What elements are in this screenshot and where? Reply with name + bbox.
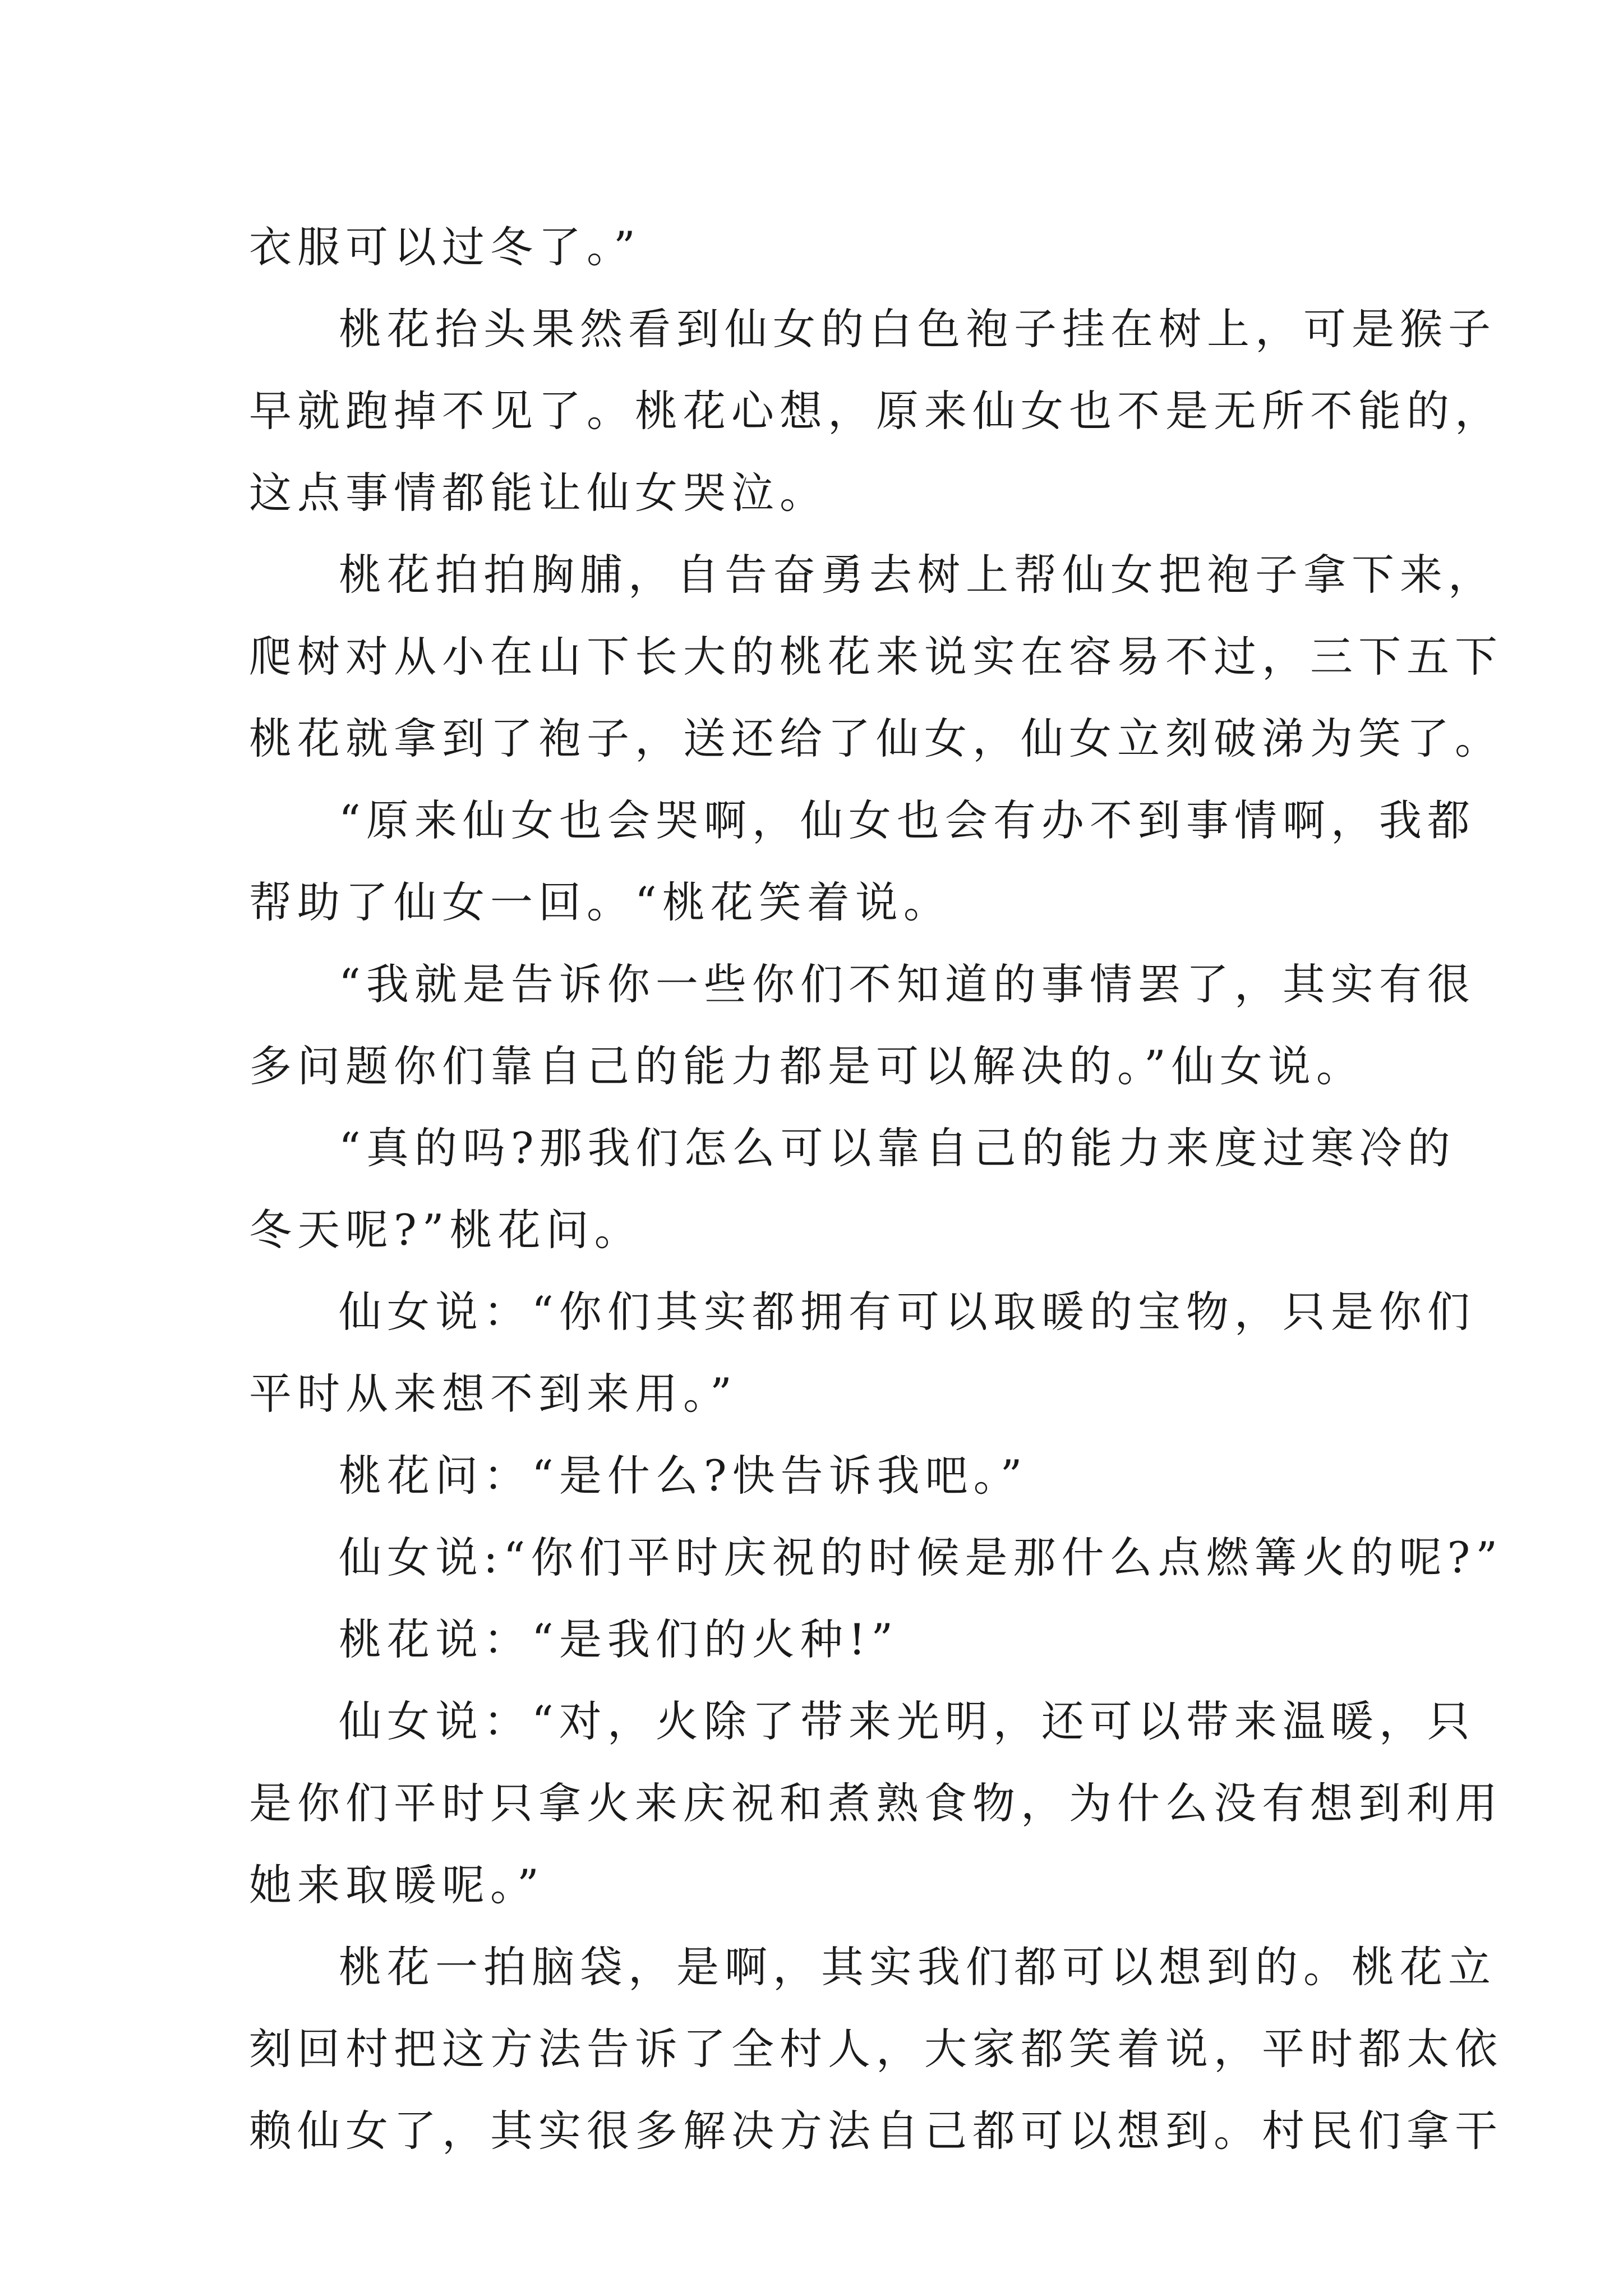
text-line: 多问题你们靠自己的能力都是可以解决的。”仙女说。 <box>249 1041 1364 1091</box>
text-line: 是你们平时只拿火来庆祝和煮熟食物，为什么没有想到利用 <box>249 1778 1503 1828</box>
text-line: “我就是告诉你一些你们不知道的事情罢了，其实有很 <box>339 959 1476 1009</box>
text-line: 仙女说：“你们其实都拥有可以取暖的宝物，只是你们 <box>339 1287 1476 1337</box>
text-line: “原来仙女也会哭啊，仙女也会有办不到事情啊，我都 <box>339 795 1476 845</box>
text-line: “真的吗?那我们怎么可以靠自己的能力来度过寒冷的 <box>339 1123 1456 1173</box>
text-line: 仙女说:“你们平时庆祝的时候是那什么点燃篝火的呢?” <box>339 1533 1504 1582</box>
text-line: 冬天呢?”桃花问。 <box>249 1205 643 1255</box>
text-line: 她来取暖呢。” <box>249 1860 545 1910</box>
text-line: 桃花就拿到了袍子，送还给了仙女，仙女立刻破涕为笑了。 <box>249 714 1503 763</box>
text-line: 桃花问：“是什么?快告诉我吧。” <box>339 1451 1028 1501</box>
text-line: 桃花拍拍胸脯，自告奋勇去树上帮仙女把袍子拿下来， <box>339 550 1496 600</box>
text-line: 桃花说：“是我们的火种!” <box>339 1614 899 1664</box>
text-line: 赖仙女了，其实很多解决方法自己都可以想到。村民们拿干 <box>249 2106 1503 2156</box>
text-line: 早就跑掉不见了。桃花心想，原来仙女也不是无所不能的， <box>249 386 1503 436</box>
text-line: 桃花一拍脑袋，是啊，其实我们都可以想到的。桃花立 <box>339 1942 1496 1992</box>
body-text <box>249 206 1504 2172</box>
text-line: 刻回村把这方法告诉了全村人，大家都笑着说，平时都太依 <box>249 2024 1503 2074</box>
text-line: 帮助了仙女一回。“桃花笑着说。 <box>249 877 952 927</box>
text-line: 爬树对从小在山下长大的桃花来说实在容易不过，三下五下 <box>249 632 1503 682</box>
text-line: 这点事情都能让仙女哭泣。 <box>249 468 828 518</box>
text-line: 仙女说：“对，火除了带来光明，还可以带来温暖，只 <box>339 1696 1476 1746</box>
text-line: 衣服可以过冬了。” <box>249 222 641 272</box>
text-line: 平时从来想不到来用。” <box>249 1369 737 1419</box>
text-line: 桃花抬头果然看到仙女的白色袍子挂在树上，可是猴子 <box>339 304 1496 354</box>
